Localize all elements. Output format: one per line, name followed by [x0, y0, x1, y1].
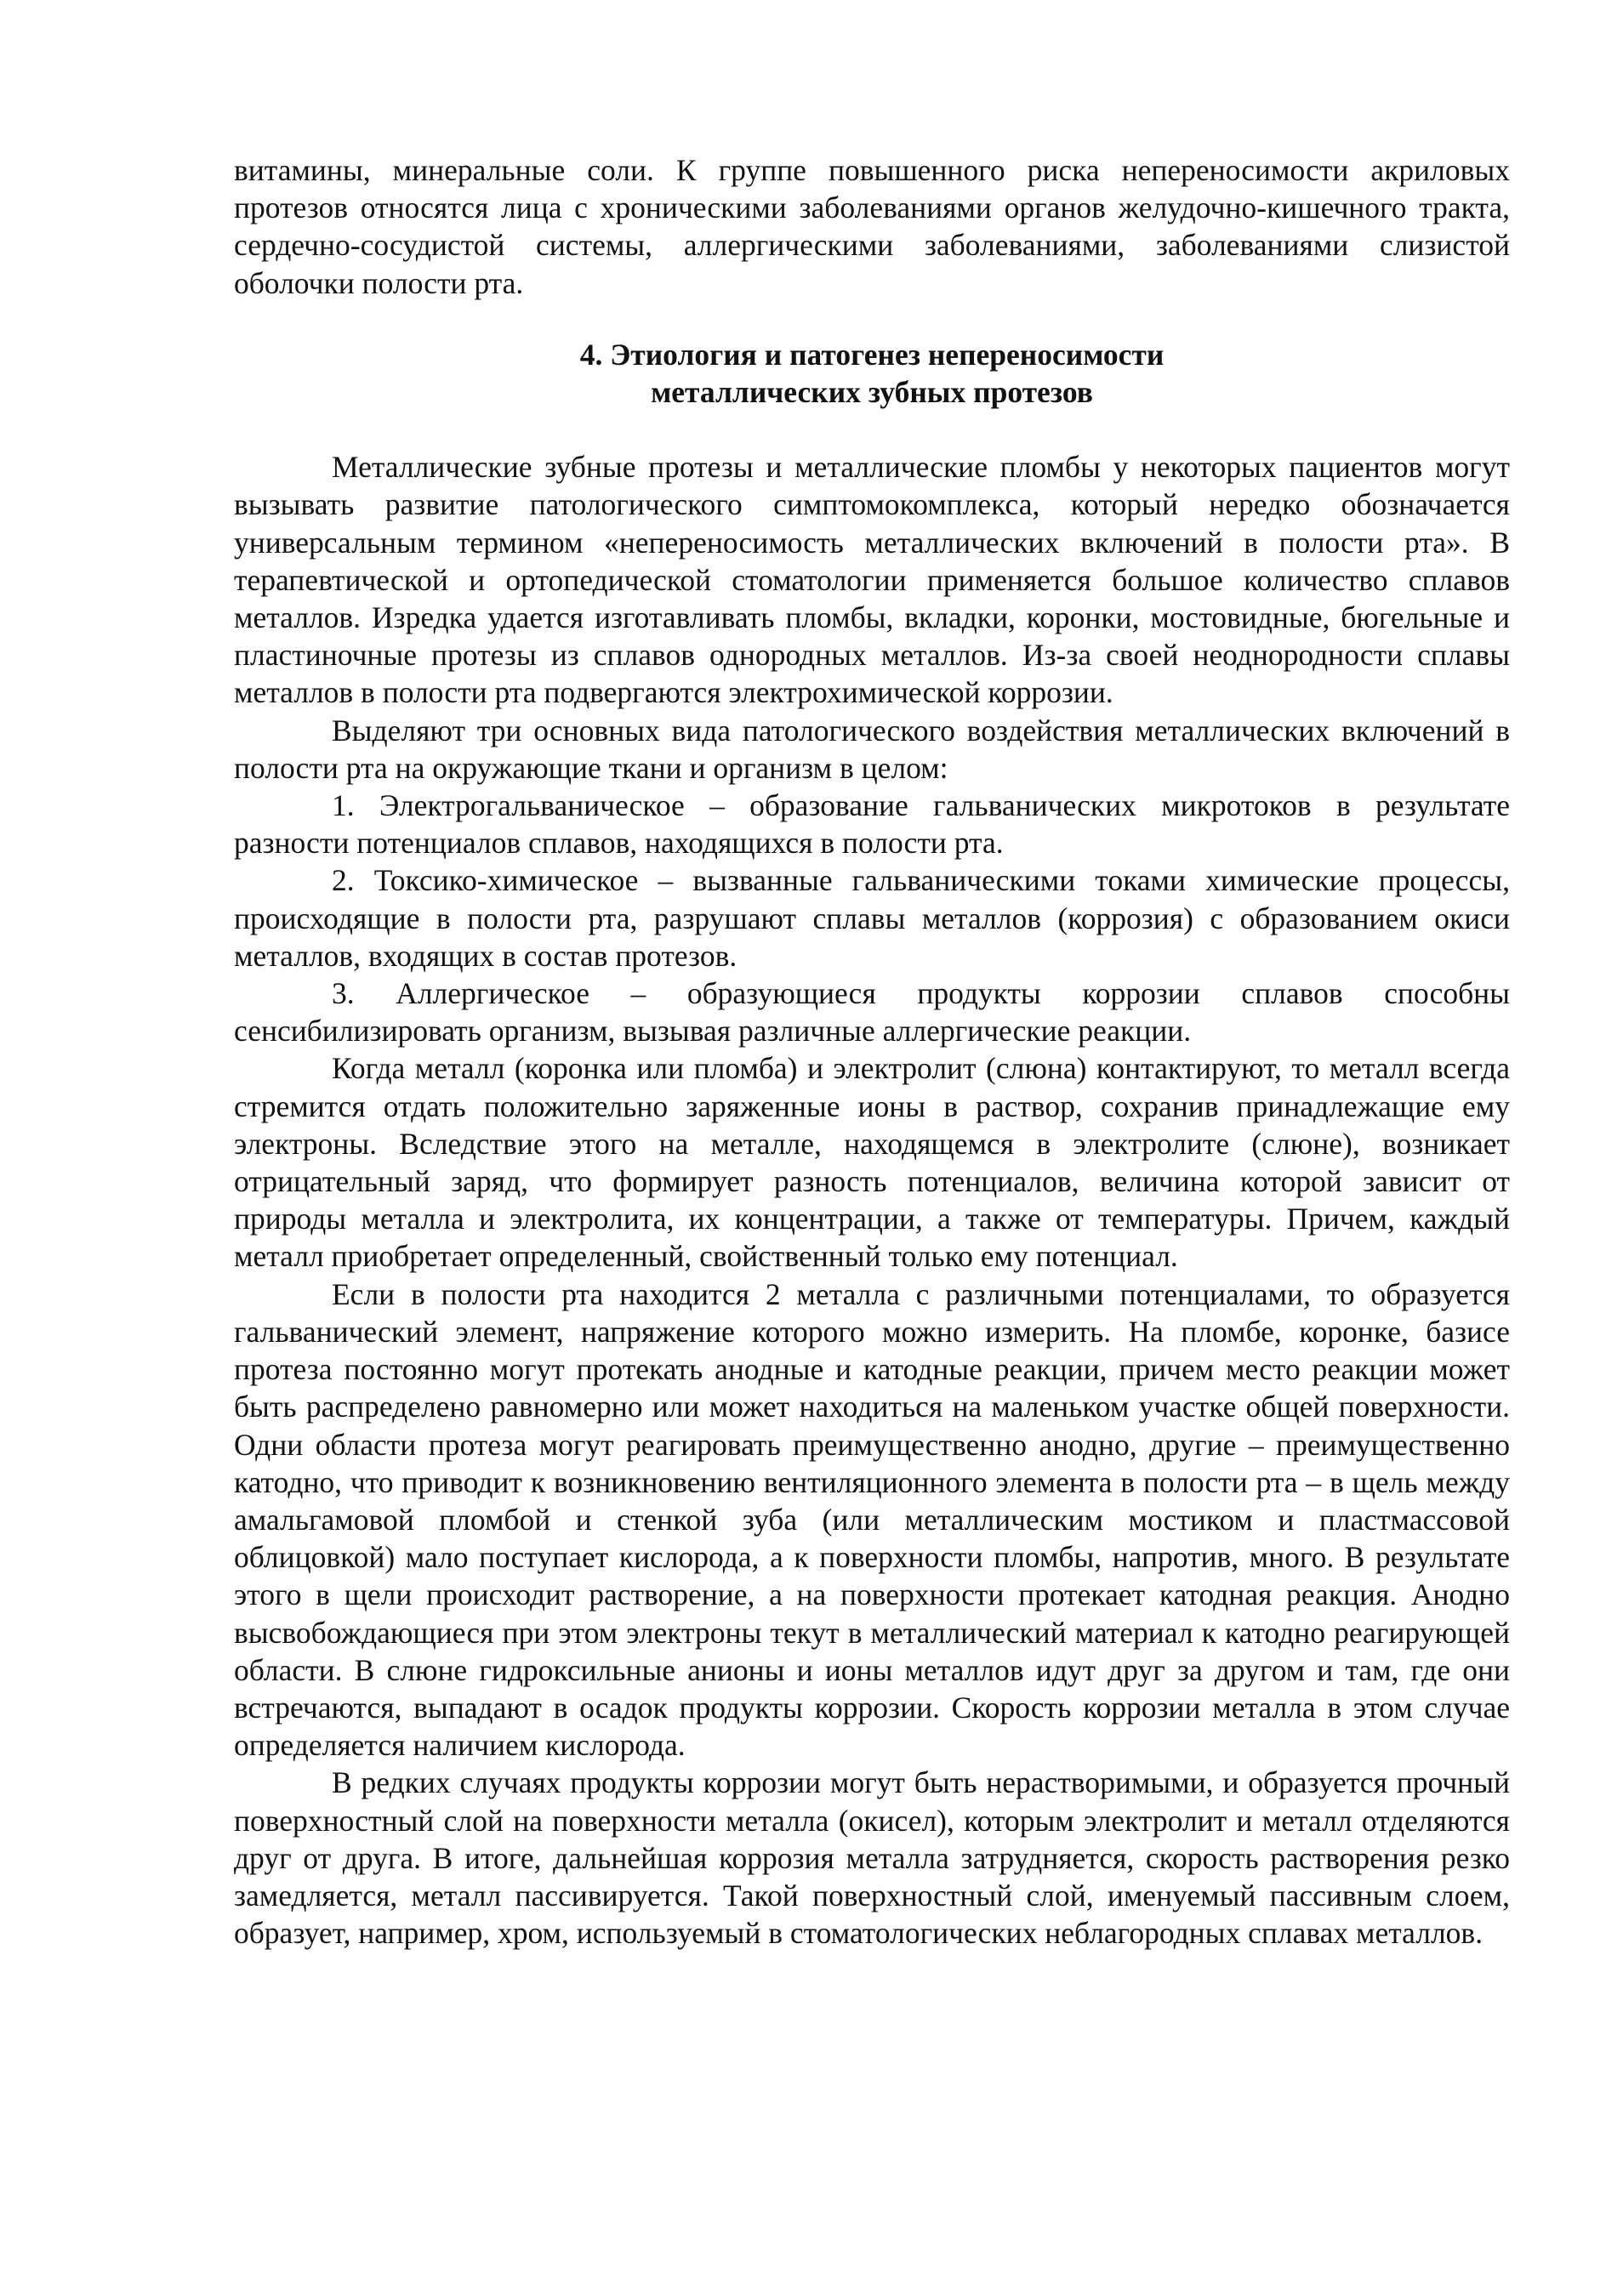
intro-paragraph: витамины, минеральные соли. К группе повышенного риска непереносимости акриловых протезов относятся лица с хроническими заболеваниями органов желудочно-кишечного тракта, сердечно-сосудистой системы, аллергическими заболеваниями, заболеваниями слизистой оболочки полости рта.: [234, 153, 1510, 300]
list-item-electrogalvanic: 1. Электрогальваническое – образование гальванических микротоков в результате разности потенциалов сплавов, находящихся в полости рта.: [234, 788, 1510, 861]
body-paragraph-1: Металлические зубные протезы и металлические пломбы у некоторых пациентов могут вызывать развитие патологического симптомокомплекса, который нередко обозначается универсальным термином «непереносимость металлических включений в полости рта». В терапевтической и ортопедической стоматологии применяется большое количество сплавов металлов. Изредка удается изготавливать пломбы, вкладки, коронки, мостовидные, бюгельные и пластиночные протезы из сплавов однородных металлов. Из-за своей неоднородности сплавы металлов в полости рта подвергаются электрохимической коррозии.: [234, 450, 1510, 710]
page-content: [234, 151, 1510, 1952]
body-paragraph-2: Выделяют три основных вида патологического воздействия металлических включений в полости рта на окружающие ткани и организм в целом:: [234, 713, 1510, 785]
list-item-allergic: 3. Аллергическое – образующиеся продукты коррозии сплавов способны сенсибилизировать организм, вызывая различные аллергические реакции.: [234, 976, 1510, 1049]
section-heading-line-1: 4. Этиология и патогенез непереносимости: [579, 337, 1165, 372]
body-paragraph-3: Когда металл (коронка или пломба) и электролит (слюна) контактируют, то металл всегда стремится отдать положительно заряженные ионы в раствор, сохранив принадлежащие ему электроны. Вследствие этого на металле, находящемся в электролите (слюне), возникает отрицательный заряд, что формирует разность потенциалов, величина которой зависит от природы металла и электролита, их концентрации, а также от температуры. Причем, каждый металл приобретает определенный, свойственный только ему потенциал.: [234, 1051, 1510, 1274]
body-paragraph-5: В редких случаях продукты коррозии могут быть нерастворимыми, и образуется прочный поверхностный слой на поверхности металла (окисел), которым электролит и металл отделяются друг от друга. В итоге, дальнейшая коррозия металла затрудняется, скорость растворения резко замедляется, металл пассивируется. Такой поверхностный слой, именуемый пассивным слоем, образует, например, хром, используемый в стоматологических неблагородных сплавах металлов.: [234, 1765, 1510, 1951]
body-paragraph-4: Если в полости рта находится 2 металла с различными потенциалами, то образуется гальванический элемент, напряжение которого можно измерить. На пломбе, коронке, базисе протеза постоянно могут протекать анодные и катодные реакции, причем место реакции может быть распределено равномерно или может находиться на маленьком участке общей поверхности. Одни области протеза могут реагировать преимущественно анодно, другие – преимущественно катодно, что приводит к возникновению вентиляционного элемента в полости рта – в щель между амальгамовой пломбой и стенкой зуба (или металлическим мостиком и пластмассовой облицовкой) мало поступает кислорода, а к поверхности пломбы, напротив, много. В результате этого в щели происходит растворение, а на поверхности протекает катодная реакция. Анодно высвобождающиеся при этом электроны текут в металлический материал к катодно реагирующей области. В слюне гидроксильные анионы и ионы металлов идут друг за другом и там, где они встречаются, выпадают в осадок продукты коррозии. Скорость коррозии металла в этом случае определяется наличием кислорода.: [234, 1276, 1510, 1763]
section-heading: [234, 336, 1510, 411]
list-item-toxic-chemical: 2. Токсико-химическое – вызванные гальваническими токами химические процессы, происходящие в полости рта, разрушают сплавы металлов (коррозия) с образованием окиси металлов, входящих в состав протезов.: [234, 863, 1510, 973]
section-heading-line-2: металлических зубных протезов: [651, 375, 1093, 410]
